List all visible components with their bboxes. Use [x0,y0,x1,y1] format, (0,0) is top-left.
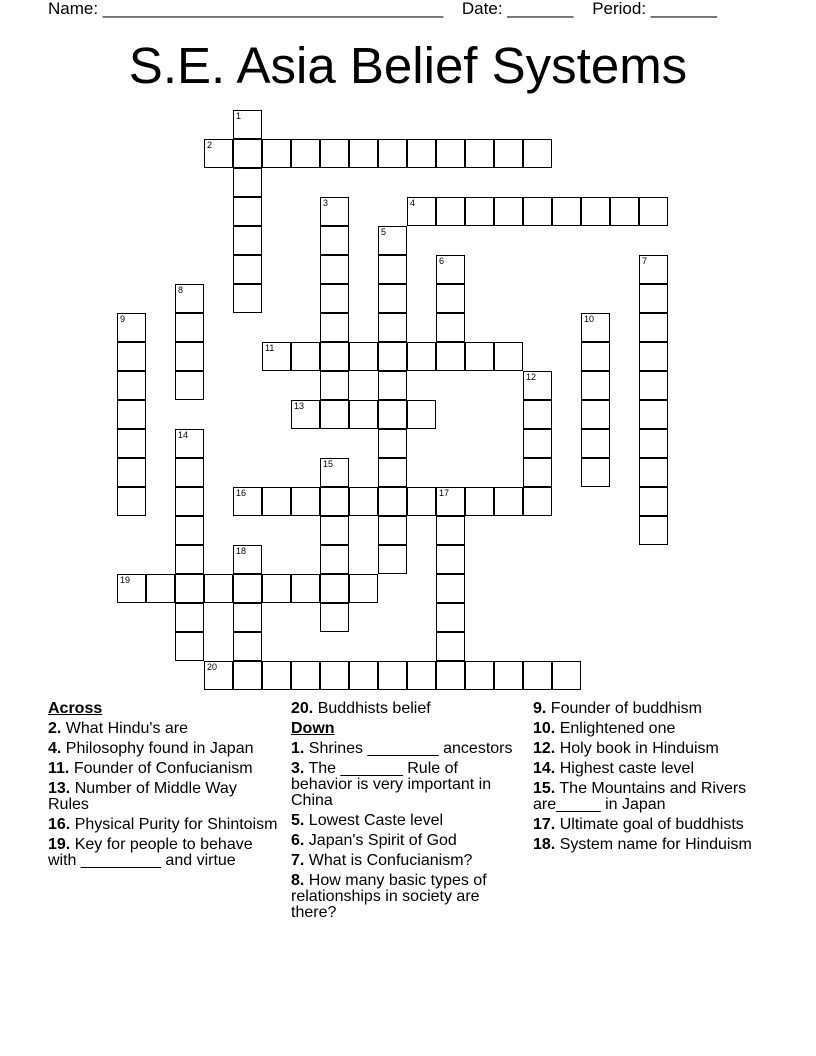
grid-cell[interactable] [523,458,552,487]
clue-number: 20 [207,662,218,672]
grid-cell[interactable] [233,487,262,516]
grid-cell[interactable] [378,458,407,487]
grid-cell[interactable] [175,429,204,458]
across-heading: Across [48,700,103,717]
grid-cell[interactable] [175,487,204,516]
grid-cell[interactable] [291,342,320,371]
grid-cell[interactable] [204,574,233,603]
down-heading: Down [291,720,335,737]
clue-across-2: 2. What Hindu's are [48,720,189,737]
clue-across-13: 13. Number of Middle Way Rules [48,780,237,813]
clue-number: 16 [236,488,247,498]
grid-cell[interactable] [233,226,262,255]
grid-cell[interactable] [639,313,668,342]
grid-cell[interactable] [233,168,262,197]
grid-cell[interactable] [581,458,610,487]
clue-across-16: 16. Physical Purity for Shintoism [48,816,278,833]
grid-cell[interactable] [117,487,146,516]
grid-cell[interactable] [349,400,378,429]
grid-cell[interactable] [639,487,668,516]
clue-down-5: 5. Lowest Caste level [291,812,444,829]
grid-cell[interactable] [262,139,291,168]
grid-cell[interactable] [407,487,436,516]
grid-cell[interactable] [233,545,262,574]
grid-cell[interactable] [262,574,291,603]
grid-cell[interactable] [436,313,465,342]
period-field[interactable]: Period: _______ [592,0,717,18]
clue-down-12: 12. Holy book in Hinduism [533,740,719,757]
grid-cell[interactable] [117,458,146,487]
clue-number: 13 [294,401,305,411]
grid-cell[interactable] [610,197,639,226]
clue-number: 12 [526,372,537,382]
clue-number: 19 [120,575,131,585]
grid-cell[interactable] [175,458,204,487]
grid-cell[interactable] [320,603,349,632]
clue-down-6: 6. Japan's Spirit of God [291,832,457,849]
grid-cell[interactable] [581,371,610,400]
clue-across-11: 11. Founder of Confucianism [48,760,253,777]
clue-down-3: 3. The _______ Rule of behavior is very important in China [291,760,492,809]
grid-cell[interactable] [407,139,436,168]
clue-down-15: 15. The Mountains and Rivers are_____ in Japan [533,780,747,813]
grid-cell[interactable] [262,661,291,690]
grid-cell[interactable] [436,516,465,545]
grid-cell[interactable] [523,661,552,690]
grid-cell[interactable] [175,342,204,371]
grid-cell[interactable] [320,487,349,516]
grid-cell[interactable] [378,371,407,400]
grid-cell[interactable] [523,197,552,226]
clue-down-14: 14. Highest caste level [533,760,694,777]
grid-cell[interactable] [320,197,349,226]
clue-number: 2 [207,140,213,150]
grid-cell[interactable] [639,516,668,545]
student-info-header [48,0,731,18]
clue-number: 15 [323,459,334,469]
grid-cell[interactable] [233,574,262,603]
grid-cell[interactable] [320,226,349,255]
grid-cell[interactable] [146,574,175,603]
grid-cell[interactable] [320,342,349,371]
grid-cell[interactable] [465,661,494,690]
grid-cell[interactable] [494,139,523,168]
grid-cell[interactable] [436,342,465,371]
page-title: S.E. Asia Belief Systems [128,37,688,94]
grid-cell[interactable] [639,255,668,284]
grid-cell[interactable] [378,255,407,284]
grid-cell[interactable] [523,429,552,458]
grid-cell[interactable] [117,574,146,603]
grid-cell[interactable] [291,574,320,603]
grid-cell[interactable] [349,661,378,690]
grid-cell[interactable] [233,284,262,313]
grid-cell[interactable] [639,197,668,226]
grid-cell[interactable] [378,545,407,574]
grid-cell[interactable] [581,313,610,342]
clue-across-20: 20. Buddhists belief [291,700,431,717]
grid-cell[interactable] [349,487,378,516]
grid-cell[interactable] [436,139,465,168]
grid-cell[interactable] [407,342,436,371]
grid-cell[interactable] [320,400,349,429]
grid-cell[interactable] [320,371,349,400]
grid-cell[interactable] [378,313,407,342]
grid-cell[interactable] [233,603,262,632]
grid-cell[interactable] [233,661,262,690]
clue-down-10: 10. Enlightened one [533,720,676,737]
grid-cell[interactable] [233,139,262,168]
clue-number: 17 [439,488,450,498]
grid-cell[interactable] [552,197,581,226]
grid-cell[interactable] [639,429,668,458]
name-field[interactable]: Name: ____________________________________ [48,0,444,18]
grid-cell[interactable] [175,545,204,574]
grid-cell[interactable] [436,661,465,690]
grid-cell[interactable] [320,516,349,545]
grid-cell[interactable] [494,661,523,690]
clue-number: 18 [236,546,247,556]
grid-cell[interactable] [291,661,320,690]
clue-number: 6 [439,256,445,266]
grid-cell[interactable] [494,342,523,371]
grid-cell[interactable] [523,400,552,429]
grid-cell[interactable] [175,632,204,661]
grid-cell[interactable] [320,574,349,603]
grid-cell[interactable] [523,139,552,168]
grid-cell[interactable] [175,603,204,632]
grid-cell[interactable] [291,139,320,168]
grid-cell[interactable] [175,516,204,545]
grid-cell[interactable] [407,661,436,690]
grid-cell[interactable] [436,487,465,516]
grid-cell[interactable] [233,110,262,139]
grid-cell[interactable] [436,284,465,313]
grid-cell[interactable] [378,516,407,545]
grid-cell[interactable] [378,226,407,255]
grid-cell[interactable] [320,313,349,342]
grid-cell[interactable] [436,545,465,574]
grid-cell[interactable] [523,371,552,400]
clue-number: 3 [323,198,329,208]
grid-cell[interactable] [581,342,610,371]
grid-cell[interactable] [233,632,262,661]
grid-cell[interactable] [291,487,320,516]
clue-across-4: 4. Philosophy found in Japan [48,740,254,757]
clues-column-1 [48,701,280,873]
grid-cell[interactable] [378,429,407,458]
grid-cell[interactable] [349,342,378,371]
grid-cell[interactable] [639,400,668,429]
grid-cell[interactable] [639,371,668,400]
clue-number: 14 [178,430,189,440]
grid-cell[interactable] [436,632,465,661]
grid-cell[interactable] [378,284,407,313]
grid-cell[interactable] [262,342,291,371]
grid-cell[interactable] [378,400,407,429]
grid-cell[interactable] [407,197,436,226]
date-field[interactable]: Date: _______ [461,0,574,18]
grid-cell[interactable] [117,371,146,400]
grid-cell[interactable] [320,545,349,574]
grid-cell[interactable] [320,139,349,168]
grid-cell[interactable] [175,574,204,603]
clue-down-8: 8. How many basic types of relationships in society are there? [291,872,487,921]
clue-number: 8 [178,285,184,295]
grid-cell[interactable] [320,284,349,313]
grid-cell[interactable] [117,342,146,371]
grid-cell[interactable] [117,429,146,458]
grid-cell[interactable] [639,284,668,313]
grid-cell[interactable] [378,487,407,516]
grid-cell[interactable] [494,487,523,516]
clue-number: 5 [381,227,387,237]
clues-column-2 [291,701,523,925]
grid-cell[interactable] [175,371,204,400]
grid-cell[interactable] [320,458,349,487]
clue-number: 10 [584,314,595,324]
grid-cell[interactable] [552,661,581,690]
grid-cell[interactable] [581,197,610,226]
grid-cell[interactable] [233,197,262,226]
clue-down-7: 7. What is Confucianism? [291,852,473,869]
grid-cell[interactable] [436,255,465,284]
clue-across-19: 19. Key for people to behave with _________ and virtue [48,836,253,869]
clue-number: 11 [265,343,275,353]
grid-cell[interactable] [523,487,552,516]
grid-cell[interactable] [378,139,407,168]
grid-cell[interactable] [465,342,494,371]
clues-column-3 [533,701,773,857]
clue-down-18: 18. System name for Hinduism [533,836,752,853]
grid-cell[interactable] [262,487,291,516]
clue-number: 1 [236,111,242,121]
grid-cell[interactable] [175,284,204,313]
grid-cell[interactable] [436,603,465,632]
grid-cell[interactable] [581,400,610,429]
grid-cell[interactable] [465,487,494,516]
grid-cell[interactable] [436,197,465,226]
grid-cell[interactable] [494,197,523,226]
grid-cell[interactable] [378,661,407,690]
clue-number: 4 [410,198,416,208]
grid-cell[interactable] [465,139,494,168]
grid-cell[interactable] [407,400,436,429]
grid-cell[interactable] [639,342,668,371]
clue-down-9: 9. Founder of buddhism [533,700,702,717]
grid-cell[interactable] [378,342,407,371]
grid-cell[interactable] [639,458,668,487]
clue-down-1: 1. Shrines ________ ancestors [291,740,513,757]
grid-cell[interactable] [175,313,204,342]
clue-number: 7 [642,256,648,266]
grid-cell[interactable] [465,197,494,226]
clue-down-17: 17. Ultimate goal of buddhists [533,816,744,833]
grid-cell[interactable] [204,139,233,168]
grid-cell[interactable] [204,661,233,690]
grid-cell[interactable] [581,429,610,458]
clue-number: 9 [120,314,126,324]
grid-cell[interactable] [349,139,378,168]
grid-cell[interactable] [117,400,146,429]
grid-cell[interactable] [291,400,320,429]
grid-cell[interactable] [349,574,378,603]
grid-cell[interactable] [233,255,262,284]
grid-cell[interactable] [320,255,349,284]
grid-cell[interactable] [436,574,465,603]
grid-cell[interactable] [117,313,146,342]
grid-cell[interactable] [320,661,349,690]
